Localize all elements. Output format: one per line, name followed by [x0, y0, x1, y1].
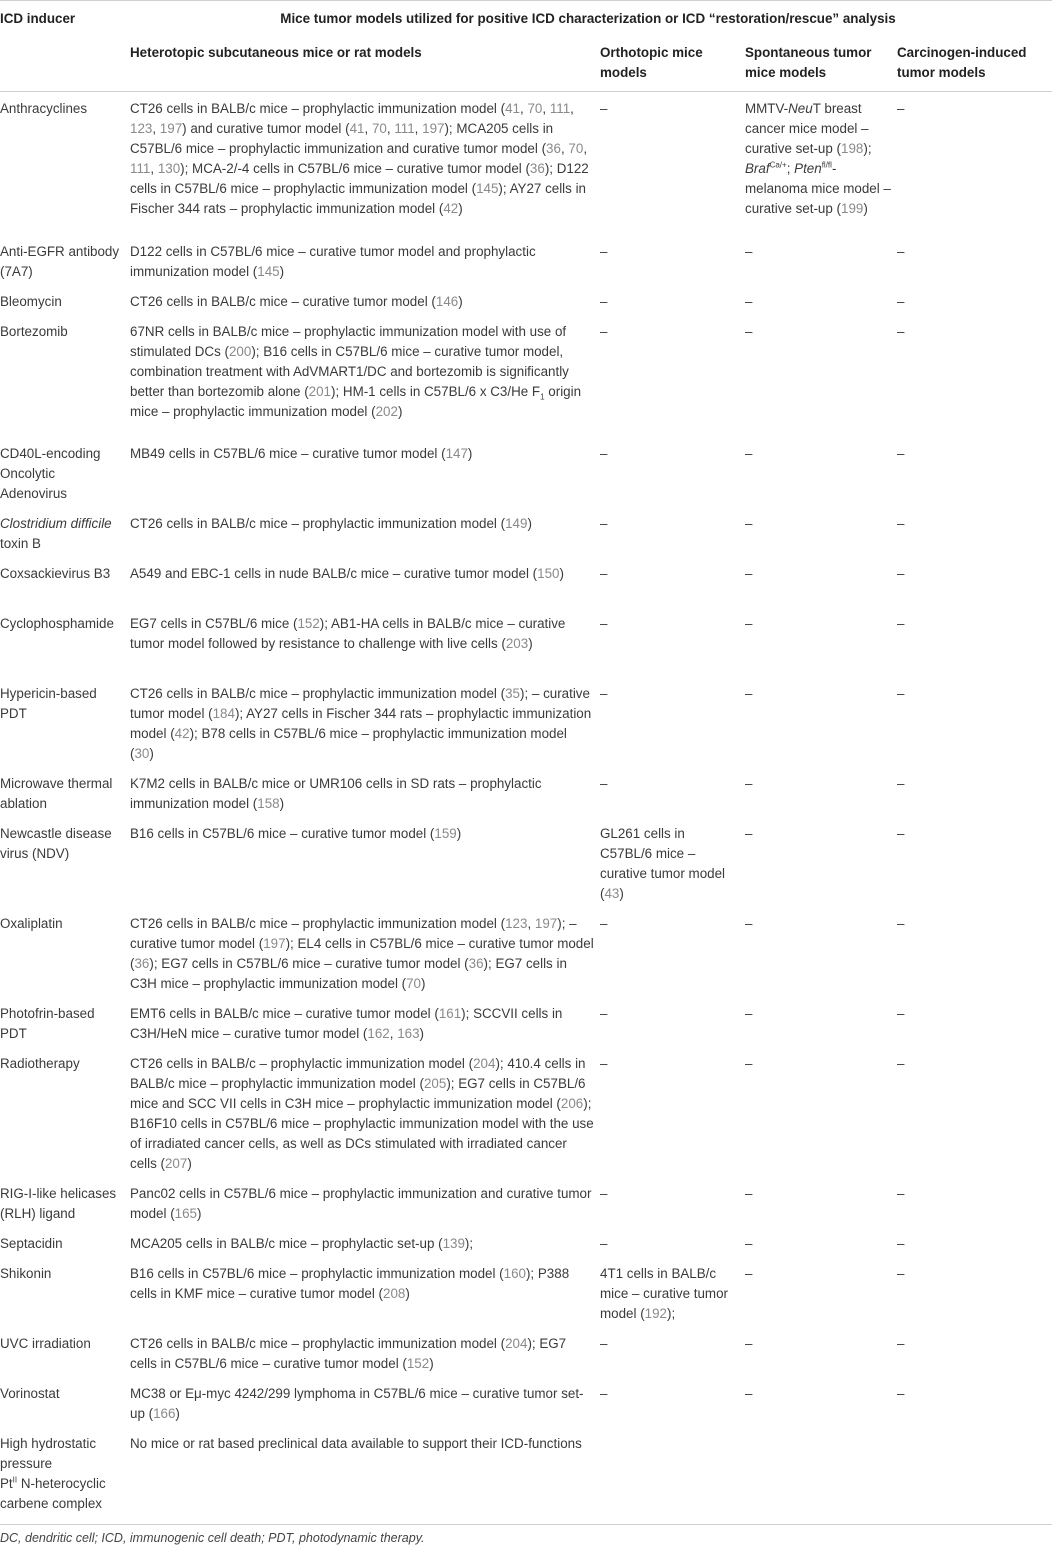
- carcinogen-cell: –: [897, 826, 905, 841]
- table-row: Radiotherapy: [0, 1056, 80, 1071]
- orthotopic-cell: –: [600, 1056, 608, 1071]
- table-row: Hypericin-based PDT: [0, 686, 97, 721]
- orthotopic-cell: –: [600, 566, 608, 581]
- carcinogen-cell: –: [897, 686, 905, 701]
- table-row: Bortezomib: [0, 324, 68, 339]
- table-row: Anti-EGFR antibody (7A7): [0, 244, 120, 279]
- spontaneous-cell: –: [745, 324, 753, 339]
- spontaneous-cell: –: [745, 244, 753, 259]
- orthotopic-cell: –: [600, 1336, 608, 1351]
- orthotopic-cell: –: [600, 616, 608, 631]
- heterotopic-cell: K7M2 cells in BALB/c mice or UMR106 cells in SD rats – prophylactic immunization model (158): [130, 776, 542, 811]
- carcinogen-cell: –: [897, 1236, 905, 1251]
- table-footnote: DC, dendritic cell; ICD, immunogenic cell death; PDT, photodynamic therapy.: [0, 1524, 1052, 1548]
- heterotopic-cell: CT26 cells in BALB/c – prophylactic immunization model (204); 410.4 cells in BALB/c mice – prophylactic immunization model (205); EG7 cells in C57BL/6 mice and SCC VII cells in C3H mice – prophylactic immunization model (206); B16F10 cells in C57BL/6 mice – prophylactic immunization model with the use of irradiated cancer cells, as well as DCs stimulated with irradiated cancer cells (207): [130, 1056, 594, 1171]
- spontaneous-cell: –: [745, 1236, 753, 1251]
- heterotopic-cell: Panc02 cells in C57BL/6 mice – prophylactic immunization and curative tumor model (165): [130, 1186, 592, 1221]
- spontaneous-cell: –: [745, 446, 753, 461]
- carcinogen-cell: –: [897, 446, 905, 461]
- table-row: Microwave thermal ablation: [0, 776, 113, 811]
- carcinogen-cell: –: [897, 101, 905, 116]
- table-row: Vorinostat: [0, 1386, 60, 1401]
- heterotopic-cell: MCA205 cells in BALB/c mice – prophylactic set-up (139);: [130, 1236, 474, 1251]
- spontaneous-cell: –: [745, 566, 753, 581]
- spontaneous-cell: –: [745, 1386, 753, 1401]
- header-heterotopic: Heterotopic subcutaneous mice or rat models: [130, 36, 600, 92]
- carcinogen-cell: –: [897, 1266, 905, 1281]
- heterotopic-cell: CT26 cells in BALB/c mice – prophylactic immunization model (41, 70, 111, 123, 197) and curative tumor model (41, 70, 111, 197); MCA205 cells in C57BL/6 mice – prophylactic immunization and curative tumor model (36, 70, 111, 130); MCA-2/-4 cells in C57BL/6 mice – curative tumor model (36); D122 cells in C57BL/6 mice – prophylactic immunization model (145); AY27 cells in Fischer 344 rats – prophylactic immunization model (42): [130, 101, 589, 216]
- carcinogen-cell: –: [897, 1336, 905, 1351]
- table-row: Cyclophosphamide: [0, 616, 114, 631]
- heterotopic-cell: EG7 cells in C57BL/6 mice (152); AB1-HA cells in BALB/c mice – curative tumor model followed by resistance to challenge with live cells (203): [130, 616, 566, 651]
- table-row: UVC irradiation: [0, 1336, 91, 1351]
- heterotopic-cell: CT26 cells in BALB/c mice – prophylactic immunization model (204); EG7 cells in C57BL/6 mice – curative tumor model (152): [130, 1336, 567, 1371]
- spontaneous-cell: –: [745, 686, 753, 701]
- spontaneous-cell: –: [745, 916, 753, 931]
- orthotopic-cell: –: [600, 916, 608, 931]
- orthotopic-cell: –: [600, 101, 608, 116]
- orthotopic-cell: –: [600, 1236, 608, 1251]
- spontaneous-cell: –: [745, 826, 753, 841]
- header-group-title: Mice tumor models utilized for positive ICD characterization or ICD “restoration/rescue” analysis: [280, 11, 896, 26]
- carcinogen-cell: –: [897, 1186, 905, 1201]
- carcinogen-cell: –: [897, 916, 905, 931]
- table-row: Photofrin-based PDT: [0, 1006, 95, 1041]
- spontaneous-cell: –: [745, 1336, 753, 1351]
- heterotopic-cell: EMT6 cells in BALB/c mice – curative tumor model (161); SCCVII cells in C3H/HeN mice – curative tumor model (162, 163): [130, 1006, 563, 1041]
- table-row: Shikonin: [0, 1266, 52, 1281]
- carcinogen-cell: –: [897, 294, 905, 309]
- no-data-cell: No mice or rat based preclinical data available to support their ICD-functions: [130, 1436, 582, 1451]
- heterotopic-cell: CT26 cells in BALB/c mice – curative tumor model (146): [130, 294, 463, 309]
- carcinogen-cell: –: [897, 1056, 905, 1071]
- heterotopic-cell: CT26 cells in BALB/c mice – prophylactic immunization model (149): [130, 516, 532, 531]
- carcinogen-cell: –: [897, 516, 905, 531]
- table-row: Newcastle disease virus (NDV): [0, 826, 112, 861]
- orthotopic-cell: –: [600, 686, 608, 701]
- table-row: Clostridium difficile toxin B: [0, 516, 112, 551]
- spontaneous-cell: –: [745, 294, 753, 309]
- table-row: Septacidin: [0, 1236, 63, 1251]
- header-icd-inducer: ICD inducer: [0, 11, 76, 26]
- heterotopic-cell: MC38 or Eμ-myc 4242/299 lymphoma in C57BL/6 mice – curative tumor set-up (166): [130, 1386, 584, 1421]
- heterotopic-cell: D122 cells in C57BL/6 mice – curative tumor model and prophylactic immunization model (145): [130, 244, 536, 279]
- heterotopic-cell: B16 cells in C57BL/6 mice – prophylactic immunization model (160); P388 cells in KMF mice – curative tumor model (208): [130, 1266, 570, 1301]
- orthotopic-cell: 4T1 cells in BALB/c mice – curative tumor model (192);: [600, 1266, 728, 1321]
- carcinogen-cell: –: [897, 244, 905, 259]
- header-blank: [0, 36, 130, 92]
- spontaneous-cell: –: [745, 776, 753, 791]
- heterotopic-cell: CT26 cells in BALB/c mice – prophylactic immunization model (35); – curative tumor model (184); AY27 cells in Fischer 344 rats – prophylactic immunization model (42); B78 cells in C57BL/6 mice – prophylactic immunization model (30): [130, 686, 592, 761]
- carcinogen-cell: –: [897, 324, 905, 339]
- carcinogen-cell: –: [897, 1006, 905, 1021]
- heterotopic-cell: CT26 cells in BALB/c mice – prophylactic immunization model (123, 197); – curative tumor model (197); EL4 cells in C57BL/6 mice – curative tumor model (36); EG7 cells in C57BL/6 mice – curative tumor model (36); EG7 cells in C3H mice – prophylactic immunization model (70): [130, 916, 594, 991]
- spontaneous-cell: –: [745, 1056, 753, 1071]
- heterotopic-cell: A549 and EBC-1 cells in nude BALB/c mice – curative tumor model (150): [130, 566, 564, 581]
- table-row: [0, 92, 130, 242]
- heterotopic-cell: B16 cells in C57BL/6 mice – curative tumor model (159): [130, 826, 462, 841]
- table-row: High hydrostatic pressure $Pt^{II}$ N-heterocyclic carbene complex: [0, 1436, 106, 1511]
- orthotopic-cell: –: [600, 776, 608, 791]
- spontaneous-cell: –: [745, 1186, 753, 1201]
- header-spontaneous: Spontaneous tumor mice models: [745, 36, 897, 92]
- carcinogen-cell: –: [897, 776, 905, 791]
- orthotopic-cell: –: [600, 294, 608, 309]
- orthotopic-cell: –: [600, 244, 608, 259]
- heterotopic-cell: MB49 cells in C57BL/6 mice – curative tumor model (147): [130, 446, 473, 461]
- orthotopic-cell: –: [600, 1186, 608, 1201]
- table-row: CD40L-encoding Oncolytic Adenovirus: [0, 446, 101, 501]
- table-row: RIG-I-like helicases (RLH) ligand: [0, 1186, 117, 1221]
- orthotopic-cell: –: [600, 446, 608, 461]
- table-row: Coxsackievirus B3: [0, 566, 111, 581]
- carcinogen-cell: –: [897, 1386, 905, 1401]
- header-orthotopic: Orthotopic mice models: [600, 36, 745, 92]
- table-row: Oxaliplatin: [0, 916, 63, 931]
- spontaneous-cell: –: [745, 516, 753, 531]
- spontaneous-cell: –: [745, 1266, 753, 1281]
- header-carcinogen: Carcinogen-induced tumor models: [897, 36, 1052, 92]
- orthotopic-cell: GL261 cells in C57BL/6 mice – curative tumor model (43): [600, 826, 726, 901]
- orthotopic-cell: –: [600, 1386, 608, 1401]
- orthotopic-cell: –: [600, 1006, 608, 1021]
- heterotopic-cell: 67NR cells in BALB/c mice – prophylactic immunization model with use of stimulated DCs (200); B16 cells in C57BL/6 mice – curative tumor model, combination treatment with AdVMART1/DC and bortezomib is significantly better than bortezomib alone (201); HM-1 cells in C57BL/6 x C3/He $F_1$ origin mice – prophylactic immunization model (202): [130, 324, 582, 419]
- spontaneous-cell: –: [745, 1006, 753, 1021]
- spontaneous-cell: MMTV-NeuT breast cancer mice model – curative set-up (198); Braf$^{Ca/+}$; Pten$^{fl/fl}$-melanoma mice model – curative set-up (199): [745, 101, 891, 216]
- carcinogen-cell: –: [897, 566, 905, 581]
- carcinogen-cell: –: [897, 616, 905, 631]
- spontaneous-cell: –: [745, 616, 753, 631]
- orthotopic-cell: –: [600, 324, 608, 339]
- orthotopic-cell: –: [600, 516, 608, 531]
- table-row: Bleomycin: [0, 294, 62, 309]
- inducer-name: Anthracyclines: [0, 101, 88, 116]
